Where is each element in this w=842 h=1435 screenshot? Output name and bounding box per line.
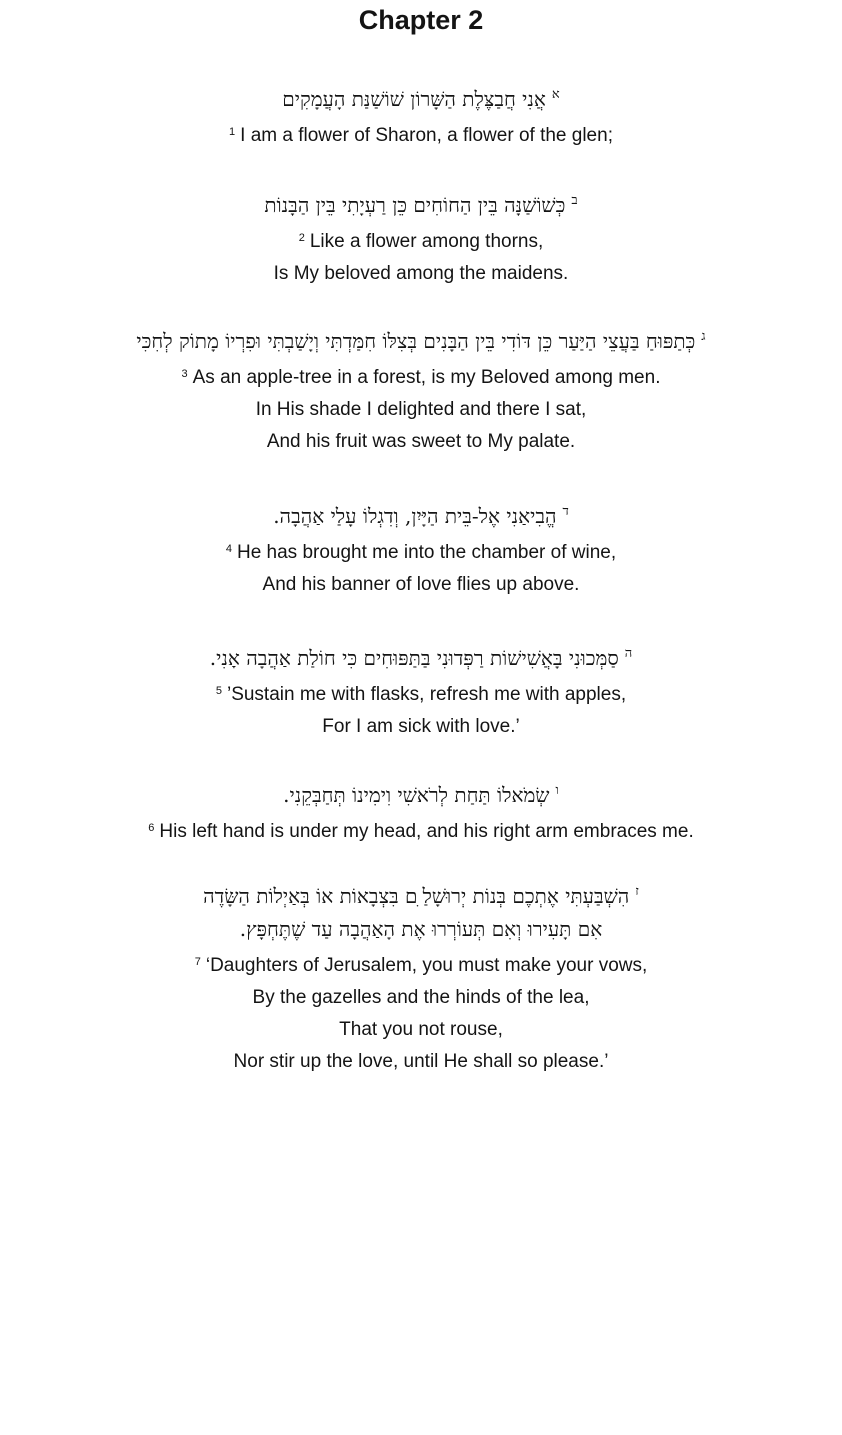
hebrew-text: אִם תָּעִירוּ וְאִם תְּעוֹרְרוּ אֶת הָאַהֲבָה עַד שֶׁתֶּחְפָּץ. (239, 917, 603, 941)
english-verse-number: 3 (181, 368, 188, 380)
hebrew-verse-number: א (551, 87, 560, 102)
english-text: I am a flower of Sharon, a flower of the glen; (240, 125, 613, 146)
hebrew-verse-number: ז (635, 884, 639, 899)
english-text: Like a flower among thorns, (309, 231, 544, 252)
english-line (0, 675, 842, 711)
hebrew-verse-number: ד (562, 504, 569, 519)
page-title: Chapter 2 (358, 5, 484, 35)
english-line (0, 711, 842, 743)
english-verse-number: 4 (225, 543, 232, 555)
english-verse-number: 7 (194, 956, 201, 968)
english-text: By the gazelles and the hinds of the lea, (252, 987, 590, 1008)
english-line (0, 116, 842, 152)
english-line (0, 394, 842, 426)
verse-3 (0, 320, 842, 458)
english-text: Nor stir up the love, until He shall so please.’ (233, 1051, 609, 1072)
english-verse-number: 1 (229, 126, 236, 138)
hebrew-line (0, 774, 842, 812)
english-text: He has brought me into the chamber of wine, (236, 542, 617, 563)
hebrew-line (0, 913, 842, 946)
english-line (0, 426, 842, 458)
english-line (0, 946, 842, 982)
english-line (0, 533, 842, 569)
hebrew-text: אֲנִי חֲבַצֶּלֶת הַשָּׁרוֹן שׁוֹשַׁנַּת הָעֲמָקִים (282, 87, 546, 111)
hebrew-verse-number: ג (701, 329, 706, 344)
hebrew-line (0, 637, 842, 675)
english-line (0, 982, 842, 1014)
hebrew-text: שְׂמֹאלוֹ תַּחַת לְרֹאשִׁי וִימִינוֹ תְּחַבְּקֵנִי. (283, 783, 550, 807)
english-line (0, 258, 842, 290)
english-verse-number: 6 (148, 822, 155, 834)
verse-2 (0, 184, 842, 290)
english-text: ’Sustain me with flasks, refresh me with apples, (226, 684, 627, 705)
english-text: ‘Daughters of Jerusalem, you must make your vows, (205, 955, 648, 976)
english-line (0, 812, 842, 848)
english-text: And his fruit was sweet to My palate. (266, 431, 576, 452)
verse-7 (0, 875, 842, 1078)
hebrew-line (0, 495, 842, 533)
hebrew-text: הִשְׁבַּעְתִּי אֶתְכֶם בְּנוֹת יְרוּשָׁלַ ִם בִּצְבָאוֹת אוֹ בְּאַיְלוֹת הַשָּׂדֶה (203, 884, 630, 908)
hebrew-text: סַמְּכוּנִי בָּאֲשִׁישׁוֹת רַפְּדוּנִי בַּתַּפּוּחִים כִּי חוֹלַת אַהֲבָה אָנִי. (209, 646, 619, 670)
verse-4 (0, 495, 842, 601)
english-text: And his banner of love flies up above. (262, 574, 580, 595)
hebrew-verse-number: ב (571, 193, 578, 208)
verse-5 (0, 637, 842, 743)
hebrew-line (0, 875, 842, 913)
english-line (0, 1014, 842, 1046)
english-text: For I am sick with love.’ (322, 716, 520, 737)
english-text: Is My beloved among the maidens. (273, 263, 569, 284)
english-text: That you not rouse, (339, 1019, 503, 1040)
hebrew-text: כְּתַפּוּחַ בַּעֲצֵי הַיַּעַר כֵּן דּוֹדִי בֵּין הַבָּנִים בְּצִלּוֹ חִמַּדְתִּי וְיָשַׁבְתִּי וּפִרְיוֹ מָתוֹק לְחִכִּי (136, 329, 696, 353)
hebrew-line (0, 184, 842, 222)
english-line (0, 358, 842, 394)
verse-1 (0, 78, 842, 152)
english-text: In His shade I delighted and there I sat, (255, 399, 587, 420)
hebrew-text: כְּשׁוֹשַׁנָּה בֵּין הַחוֹחִים כֵּן רַעְיָתִי בֵּין הַבָּנוֹת (264, 193, 566, 217)
hebrew-text: הֱבִיאַנִי אֶל-בֵּית הַיָּיִן, וְדִגְלוֹ עָלַי אַהֲבָה. (273, 504, 557, 528)
english-line (0, 222, 842, 258)
english-line (0, 1046, 842, 1078)
verse-6 (0, 774, 842, 848)
hebrew-verse-number: ה (624, 646, 633, 661)
english-verse-number: 5 (215, 685, 222, 697)
english-verse-number: 2 (298, 232, 305, 244)
hebrew-verse-number: ו (555, 783, 559, 798)
english-text: His left hand is under my head, and his right arm embraces me. (159, 821, 694, 842)
english-text: As an apple-tree in a forest, is my Beloved among men. (192, 367, 661, 388)
english-line (0, 569, 842, 601)
hebrew-line (0, 78, 842, 116)
hebrew-line (0, 320, 842, 358)
